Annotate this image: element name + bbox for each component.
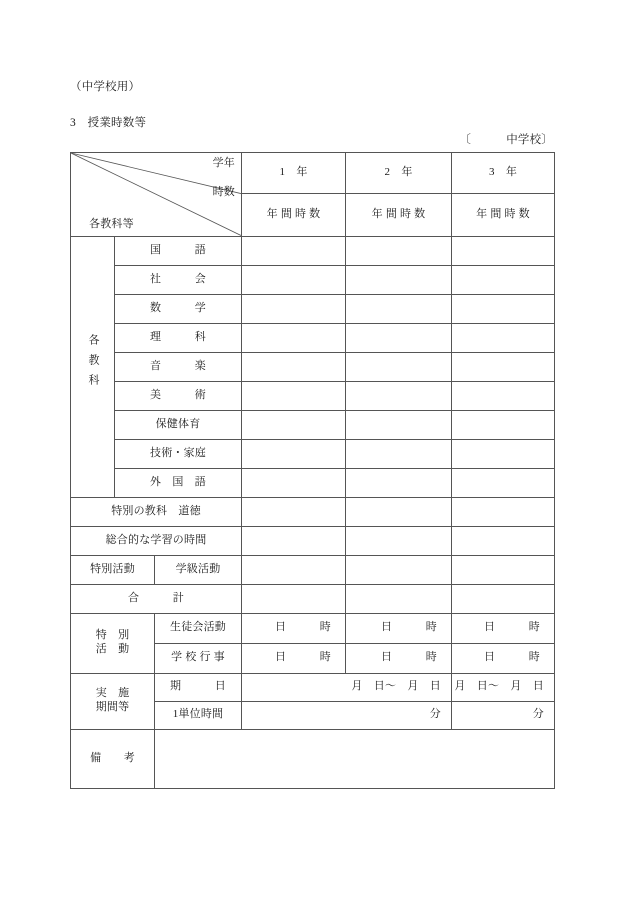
table-row-special-activities-homeroom <box>71 555 555 584</box>
column-header-year-1: 1 年 <box>242 153 346 194</box>
subject-hours-shakai-year1[interactable] <box>242 265 346 294</box>
subject-hours-gaikokugo-year3[interactable] <box>452 468 555 497</box>
homeroom-hours-year2[interactable] <box>346 555 452 584</box>
moral-hours-year1[interactable] <box>242 497 346 526</box>
school-events-units-year3[interactable] <box>452 643 555 673</box>
subject-hours-kokugo-year2[interactable] <box>346 236 452 265</box>
total-hours-year1[interactable] <box>242 584 346 613</box>
row-label-total: 合 計 <box>71 584 242 613</box>
column-header-hours-2: 年 間 時 数 <box>346 194 452 236</box>
table-row-subject <box>71 468 555 497</box>
unit-time-value-left-text: 分 <box>429 708 441 721</box>
table-row-year-header <box>71 153 555 194</box>
subject-hours-bijutsu-year1[interactable] <box>242 381 346 410</box>
period-dates-value-left[interactable] <box>242 673 452 701</box>
subject-hours-hokentaiiku-year1[interactable] <box>242 410 346 439</box>
class-hours-table-wrapper <box>70 152 554 789</box>
table-row-subject <box>71 236 555 265</box>
subject-hours-gijutsu-katei-year3[interactable] <box>452 439 555 468</box>
subject-hours-kokugo-year1[interactable] <box>242 236 346 265</box>
student-council-units-text-year2: 日 時 <box>381 621 437 634</box>
corner-hours-label: 時数 <box>212 186 235 198</box>
homeroom-hours-year1[interactable] <box>242 555 346 584</box>
school-name-blank: 〔 中学校〕 <box>459 134 553 146</box>
integrated-study-hours-year3[interactable] <box>452 526 555 555</box>
subject-hours-gijutsu-katei-year1[interactable] <box>242 439 346 468</box>
school-events-units-year1[interactable] <box>242 643 346 673</box>
table-row-remarks <box>71 729 555 788</box>
subject-hours-rika-year3[interactable] <box>452 323 555 352</box>
school-events-units-text-year2: 日 時 <box>381 651 437 664</box>
subject-hours-shakai-year3[interactable] <box>452 265 555 294</box>
row-label-integrated-study: 総合的な学習の時間 <box>71 526 242 555</box>
subject-hours-bijutsu-year2[interactable] <box>346 381 452 410</box>
subject-hours-ongaku-year1[interactable] <box>242 352 346 381</box>
column-header-year-3: 3 年 <box>452 153 555 194</box>
student-council-units-year2[interactable] <box>346 613 452 643</box>
table-row-total <box>71 584 555 613</box>
subject-hours-hokentaiiku-year2[interactable] <box>346 410 452 439</box>
period-block-label-line2: 期間等 <box>95 701 130 713</box>
row-label-school-events: 学 校 行 事 <box>155 643 242 673</box>
subject-hours-shakai-year2[interactable] <box>346 265 452 294</box>
homeroom-hours-year3[interactable] <box>452 555 555 584</box>
period-block-label <box>71 673 155 729</box>
special-activities-block-label-line2: 活 動 <box>95 643 130 655</box>
table-row-student-council <box>71 613 555 643</box>
class-hours-table <box>70 152 555 789</box>
subject-name-rika: 理 科 <box>115 323 242 352</box>
subject-name-kokugo: 国 語 <box>115 236 242 265</box>
table-row-subject <box>71 381 555 410</box>
student-council-units-year3[interactable] <box>452 613 555 643</box>
row-label-special-activities: 特別活動 <box>71 555 155 584</box>
unit-time-value-left[interactable] <box>242 701 452 729</box>
document-kind-note: （中学校用） <box>70 81 141 93</box>
subject-hours-gijutsu-katei-year2[interactable] <box>346 439 452 468</box>
column-header-year-2: 2 年 <box>346 153 452 194</box>
period-dates-value-left-text: 月 日〜 月 日 <box>351 680 441 693</box>
row-label-period-dates: 期 日 <box>155 673 242 701</box>
subject-hours-sugaku-year3[interactable] <box>452 294 555 323</box>
table-row-subject <box>71 352 555 381</box>
student-council-units-text-year3: 日 時 <box>484 621 540 634</box>
section-number: 3 <box>70 117 76 129</box>
table-row-subject <box>71 439 555 468</box>
student-council-units-year1[interactable] <box>242 613 346 643</box>
special-activities-block-label-line1: 特 別 <box>95 629 130 642</box>
special-activities-block-label <box>71 613 155 673</box>
table-row-subject <box>71 294 555 323</box>
table-row-subject <box>71 265 555 294</box>
subject-hours-gaikokugo-year1[interactable] <box>242 468 346 497</box>
row-label-homeroom-activities: 学級活動 <box>155 555 242 584</box>
row-label-student-council: 生徒会活動 <box>155 613 242 643</box>
table-row-subject <box>71 410 555 439</box>
period-dates-value-right-text: 月 日〜 月 日 <box>454 680 544 693</box>
total-hours-year2[interactable] <box>346 584 452 613</box>
subject-name-bijutsu: 美 術 <box>115 381 242 410</box>
subject-name-gaikokugo: 外 国 語 <box>115 468 242 497</box>
subject-name-ongaku: 音 楽 <box>115 352 242 381</box>
subject-hours-sugaku-year1[interactable] <box>242 294 346 323</box>
subject-group-label: 各教科 <box>87 334 99 395</box>
subject-hours-gaikokugo-year2[interactable] <box>346 468 452 497</box>
school-events-units-text-year3: 日 時 <box>484 651 540 664</box>
subject-name-hokentaiiku: 保健体育 <box>115 410 242 439</box>
corner-subject-label: 各教科等 <box>89 217 134 230</box>
subject-group-label-cell <box>71 236 115 497</box>
row-label-moral: 特別の教科 道徳 <box>71 497 242 526</box>
column-header-hours-1: 年 間 時 数 <box>242 194 346 236</box>
table-row-period-dates <box>71 673 555 701</box>
header-corner-cell <box>71 153 242 237</box>
moral-hours-year3[interactable] <box>452 497 555 526</box>
subject-hours-ongaku-year2[interactable] <box>346 352 452 381</box>
table-row-integrated-study <box>71 526 555 555</box>
subject-hours-sugaku-year2[interactable] <box>346 294 452 323</box>
subject-name-shakai: 社 会 <box>115 265 242 294</box>
subject-name-gijutsu-katei: 技術・家庭 <box>115 439 242 468</box>
section-heading <box>70 114 146 130</box>
remarks-value[interactable] <box>155 729 555 788</box>
subject-hours-hokentaiiku-year3[interactable] <box>452 410 555 439</box>
subject-hours-rika-year1[interactable] <box>242 323 346 352</box>
school-events-units-year2[interactable] <box>346 643 452 673</box>
unit-time-value-right-text: 分 <box>532 708 544 721</box>
integrated-study-hours-year1[interactable] <box>242 526 346 555</box>
subject-hours-kokugo-year3[interactable] <box>452 236 555 265</box>
school-events-units-text-year1: 日 時 <box>275 651 331 664</box>
row-label-unit-time: 1単位時間 <box>155 701 242 729</box>
subject-hours-ongaku-year3[interactable] <box>452 352 555 381</box>
student-council-units-text-year1: 日 時 <box>275 621 331 634</box>
table-row-moral <box>71 497 555 526</box>
table-row-subject <box>71 323 555 352</box>
subject-hours-rika-year2[interactable] <box>346 323 452 352</box>
unit-time-value-right[interactable] <box>452 701 555 729</box>
moral-hours-year2[interactable] <box>346 497 452 526</box>
total-hours-year3[interactable] <box>452 584 555 613</box>
section-title: 授業時数等 <box>87 117 147 129</box>
period-dates-value-right[interactable] <box>452 673 555 701</box>
column-header-hours-3: 年 間 時 数 <box>452 194 555 236</box>
corner-year-label: 学年 <box>212 157 235 169</box>
subject-hours-bijutsu-year3[interactable] <box>452 381 555 410</box>
subject-name-sugaku: 数 学 <box>115 294 242 323</box>
row-label-remarks: 備 考 <box>71 729 155 788</box>
integrated-study-hours-year2[interactable] <box>346 526 452 555</box>
period-block-label-line1: 実 施 <box>95 687 130 700</box>
